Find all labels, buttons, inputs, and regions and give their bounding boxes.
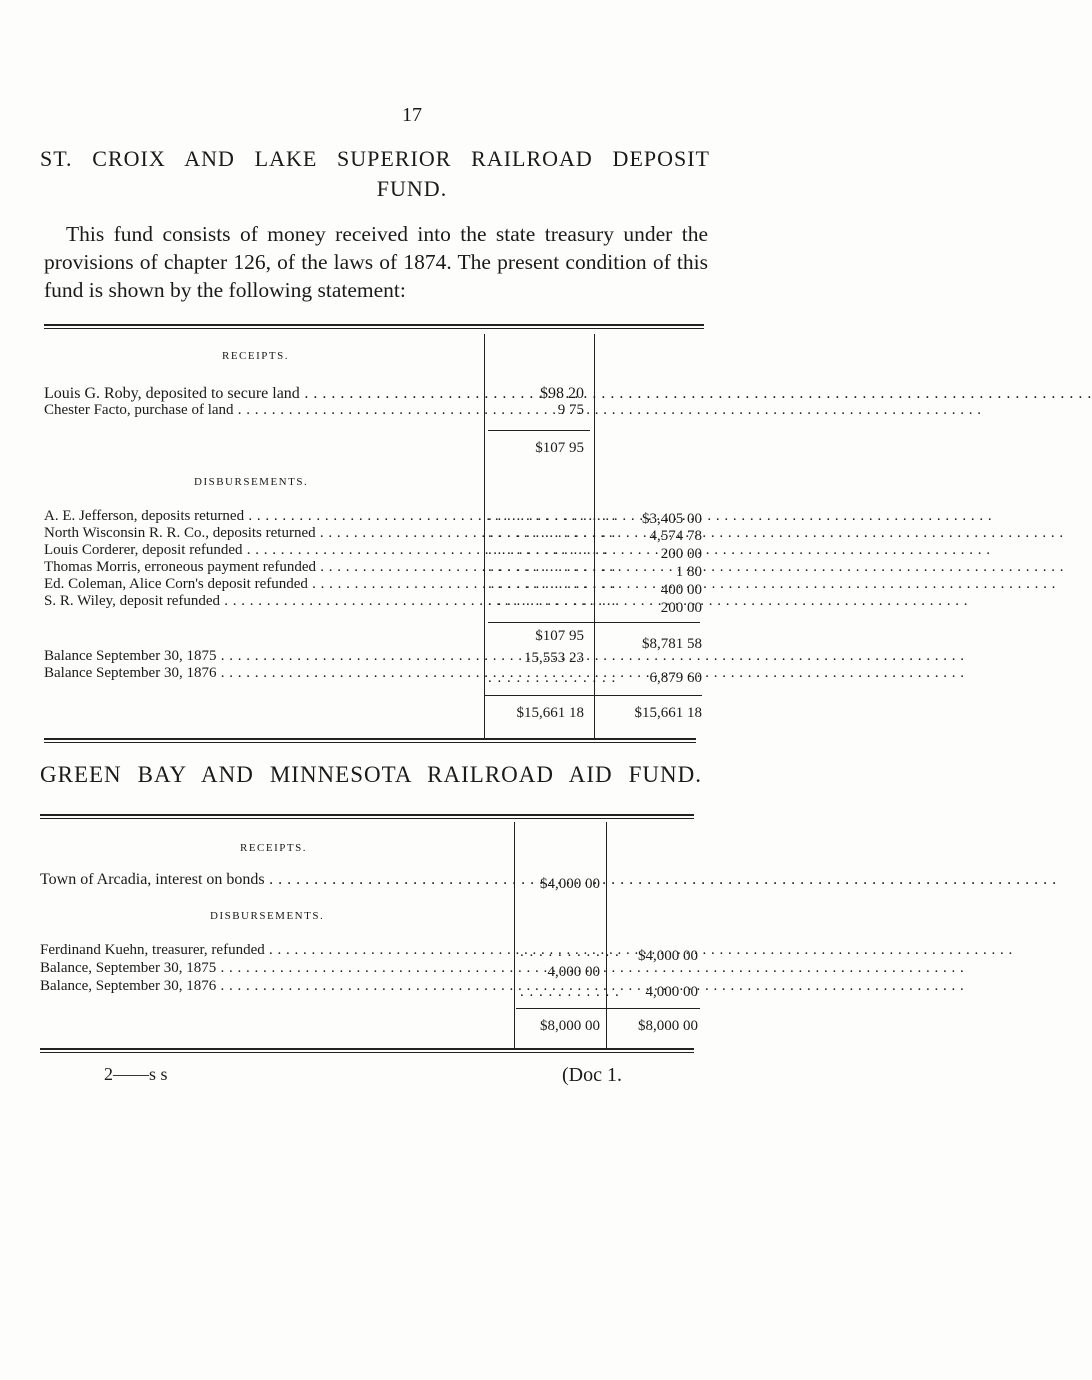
total-col2: $8,000 00 <box>638 1018 698 1034</box>
disbursement-label: Ed. Coleman, Alice Corn's deposit refunded . . . <box>44 576 478 592</box>
total-col2: $15,661 18 <box>634 705 702 721</box>
table2-total-rule <box>516 1008 700 1009</box>
leader-dots: . . . . . . . . . . . <box>520 984 620 1000</box>
disbursement-amount: $3,405 00 <box>642 511 702 527</box>
receipt-amount: $98 20 <box>540 385 584 402</box>
section1-title: ST. CROIX AND LAKE SUPERIOR RAILROAD DEPOSIT <box>40 146 710 171</box>
disbursement-amount: 4,574 78 <box>649 528 702 544</box>
disbursement-col2: $4,000 00 <box>638 948 698 964</box>
receipt-label: Louis G. Roby, deposited to secure land . . . <box>44 386 478 402</box>
receipts-total: $107 95 <box>535 440 584 456</box>
table2-bottom-rule <box>40 1048 694 1053</box>
disbursement-label: North Wisconsin R. R. Co., deposits returned . . . <box>44 525 478 541</box>
receipt-amount: $4,000 00 <box>540 876 600 892</box>
total-rule <box>484 695 702 696</box>
table1-top-rule <box>44 324 704 329</box>
disbursement-label: S. R. Wiley, deposit refunded . . . <box>44 593 478 609</box>
disbursement-amount: 1 80 <box>675 564 702 580</box>
table2-receipts-heading: RECEIPTS. <box>240 842 307 854</box>
disbursement-label: A. E. Jefferson, deposits returned . . . <box>44 508 478 524</box>
subtotal-col2: $8,781 58 <box>642 636 702 652</box>
disbursement-amount: 200 00 <box>660 546 702 562</box>
receipts-sum-rule <box>488 430 590 431</box>
leader-dots: . . . . . . . . . . . . . . <box>488 559 617 575</box>
total-col1: $15,661 18 <box>516 705 584 721</box>
disbursement-amount: 400 00 <box>660 582 702 598</box>
receipt-amount: 9 75 <box>557 402 584 418</box>
doc-reference: (Doc 1. <box>562 1064 622 1086</box>
table2-col-divider-1 <box>514 822 515 1050</box>
page-number: 17 <box>402 104 422 126</box>
leader-dots: . . . . . . . . . . . . . <box>488 542 607 558</box>
table1-bottom-rule <box>44 738 696 743</box>
disbursement-label: Thomas Morris, erroneous payment refunded . . . <box>44 559 478 575</box>
leader-dots: . . . . . . . . . . . <box>520 944 620 960</box>
balance-label: Balance September 30, 1875 . . . <box>44 648 478 664</box>
balance-label: Balance September 30, 1876 . . . <box>44 665 478 681</box>
disbursement-label: Louis Corderer, deposit refunded . . . <box>44 542 478 558</box>
leader-dots: . . . . . . . . . . . . . . <box>488 670 617 686</box>
table1-receipts-heading: RECEIPTS. <box>222 350 289 362</box>
balance-label: Balance, September 30, 1876 . . . <box>40 978 510 994</box>
balance-col2: 6,879 60 <box>649 670 702 686</box>
balance-col1: 15,553 23 <box>524 650 584 666</box>
subtotal-col1: $107 95 <box>535 628 584 644</box>
disbursement-label: Ferdinand Kuehn, treasurer, refunded . . . <box>40 942 510 958</box>
intro-text: This fund consists of money received into the state treasury under the provisions of chapter 126, of the laws of 1874. The present condition of this fund is shown by the following statement: <box>44 222 708 302</box>
leader-dots: . . . . . . . . . . . . . . <box>488 525 617 541</box>
table1-disbursements-heading: DISBURSEMENTS. <box>194 476 309 488</box>
receipt-label: Chester Facto, purchase of land . . . <box>44 402 478 418</box>
balance-label: Balance, September 30, 1875 . . . <box>40 960 510 976</box>
section1-title-cont: FUND. <box>376 176 448 201</box>
balance-col1: 4,000 00 <box>547 964 600 980</box>
table2-top-rule <box>40 814 694 819</box>
subtotal-rule <box>488 622 700 623</box>
disbursement-col2: 4,000 00 <box>645 984 698 1000</box>
leader-dots: . . . . . . . . . . . . . . <box>488 508 617 524</box>
section1-intro <box>44 220 708 304</box>
section2-title: GREEN BAY AND MINNESOTA RAILROAD AID FUND. <box>40 762 702 787</box>
leader-dots: . . . . . . . . . . . . . . <box>488 593 617 609</box>
signature-mark: 2——s s <box>104 1064 168 1084</box>
receipt-label: Town of Arcadia, interest on bonds . . . <box>40 872 510 888</box>
total-col1: $8,000 00 <box>540 1018 600 1034</box>
disbursement-amount: 200 00 <box>660 600 702 616</box>
leader-dots: . . . . . . . . . . . . . . <box>488 576 617 592</box>
table2-col-divider-2 <box>606 822 607 1050</box>
table2-disbursements-heading: DISBURSEMENTS. <box>210 910 325 922</box>
